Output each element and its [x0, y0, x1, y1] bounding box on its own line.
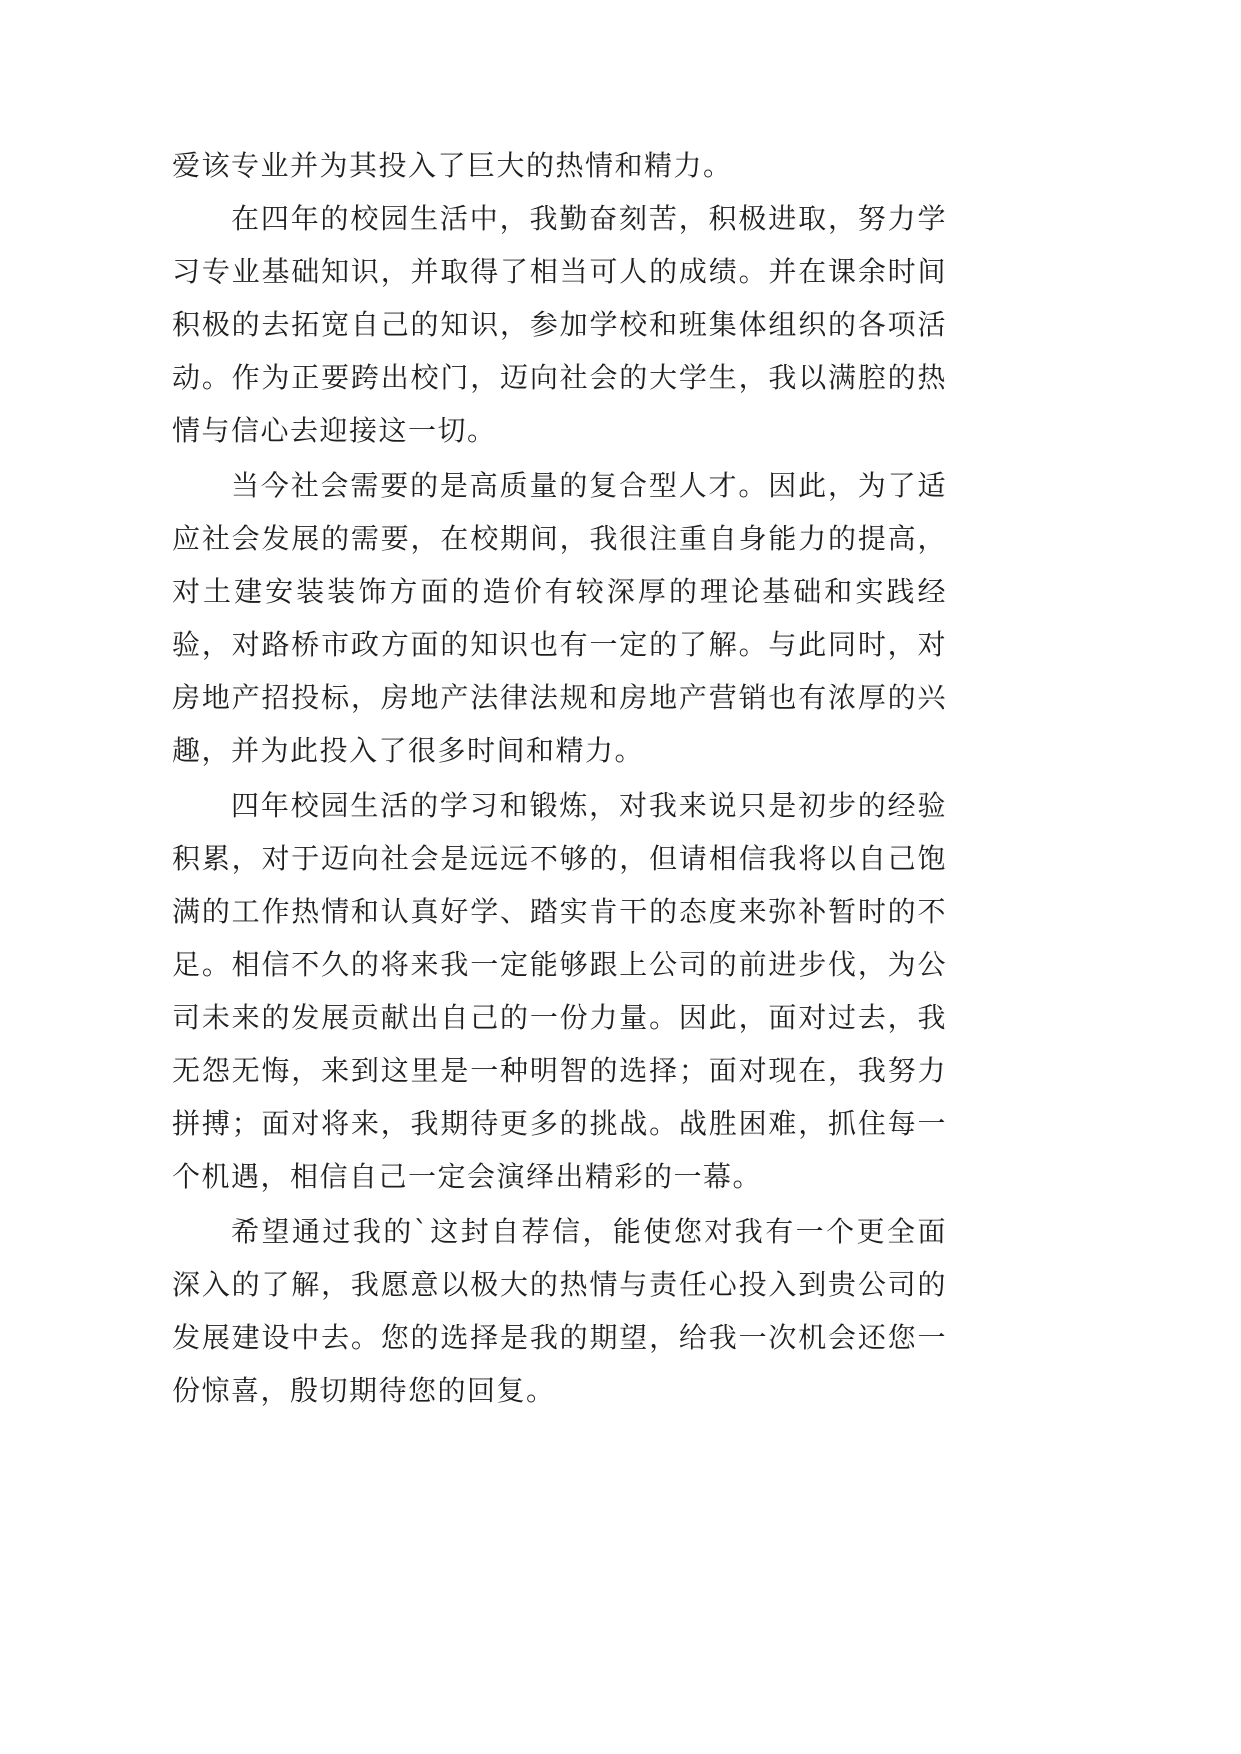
text-line: 拼搏；面对将来，我期待更多的挑战。战胜困难，抓住每一 [172, 1107, 947, 1140]
text-line: 四年校园生活的学习和锻炼，对我来说只是初步的经验 [231, 789, 947, 822]
text-line: 爱该专业并为其投入了巨大的热情和精力。 [172, 149, 733, 182]
text-line: 对土建安装装饰方面的造价有较深厚的理论基础和实践经 [172, 575, 947, 608]
text-line: 深入的了解，我愿意以极大的热情与责任心投入到贵公司的 [172, 1268, 947, 1301]
text-line: 应社会发展的需要，在校期间，我很注重自身能力的提高， [172, 522, 947, 555]
paragraph-campus-life [172, 192, 947, 457]
text-line: 习专业基础知识，并取得了相当可人的成绩。并在课余时间 [172, 255, 947, 288]
text-line: 司未来的发展贡献出自己的一份力量。因此，面对过去，我 [172, 1001, 947, 1034]
text-line: 趣，并为此投入了很多时间和精力。 [172, 734, 645, 767]
paragraph-outlook [172, 779, 947, 1203]
text-line: 满的工作热情和认真好学、踏实肯干的态度来弥补暂时的不 [172, 895, 947, 928]
text-line: 情与信心去迎接这一切。 [172, 414, 497, 447]
text-line: 房地产招投标，房地产法律法规和房地产营销也有浓厚的兴 [172, 681, 947, 714]
text-line: 在四年的校园生活中，我勤奋刻苦，积极进取，努力学 [231, 202, 947, 235]
text-line: 个机遇，相信自己一定会演绎出精彩的一幕。 [172, 1160, 763, 1193]
text-line: 积极的去拓宽自己的知识，参加学校和班集体组织的各项活 [172, 308, 947, 341]
text-line: 当今社会需要的是高质量的复合型人才。因此，为了适 [231, 469, 947, 502]
text-line: 份惊喜，殷切期待您的回复。 [172, 1374, 556, 1407]
text-line: 无怨无悔，来到这里是一种明智的选择；面对现在，我努力 [172, 1054, 947, 1087]
text-line: 动。作为正要跨出校门，迈向社会的大学生，我以满腔的热 [172, 361, 947, 394]
text-line: 验，对路桥市政方面的知识也有一定的了解。与此同时，对 [172, 628, 947, 661]
text-line: 希望通过我的`这封自荐信，能使您对我有一个更全面 [231, 1215, 947, 1248]
document-body [172, 139, 947, 1417]
paragraph-closing [172, 1205, 947, 1417]
text-line: 发展建设中去。您的选择是我的期望，给我一次机会还您一 [172, 1321, 947, 1354]
text-line: 足。相信不久的将来我一定能够跟上公司的前进步伐，为公 [172, 948, 947, 981]
text-line: 积累，对于迈向社会是远远不够的，但请相信我将以自己饱 [172, 842, 947, 875]
paragraph-continuation [172, 139, 947, 192]
paragraph-skills [172, 459, 947, 777]
